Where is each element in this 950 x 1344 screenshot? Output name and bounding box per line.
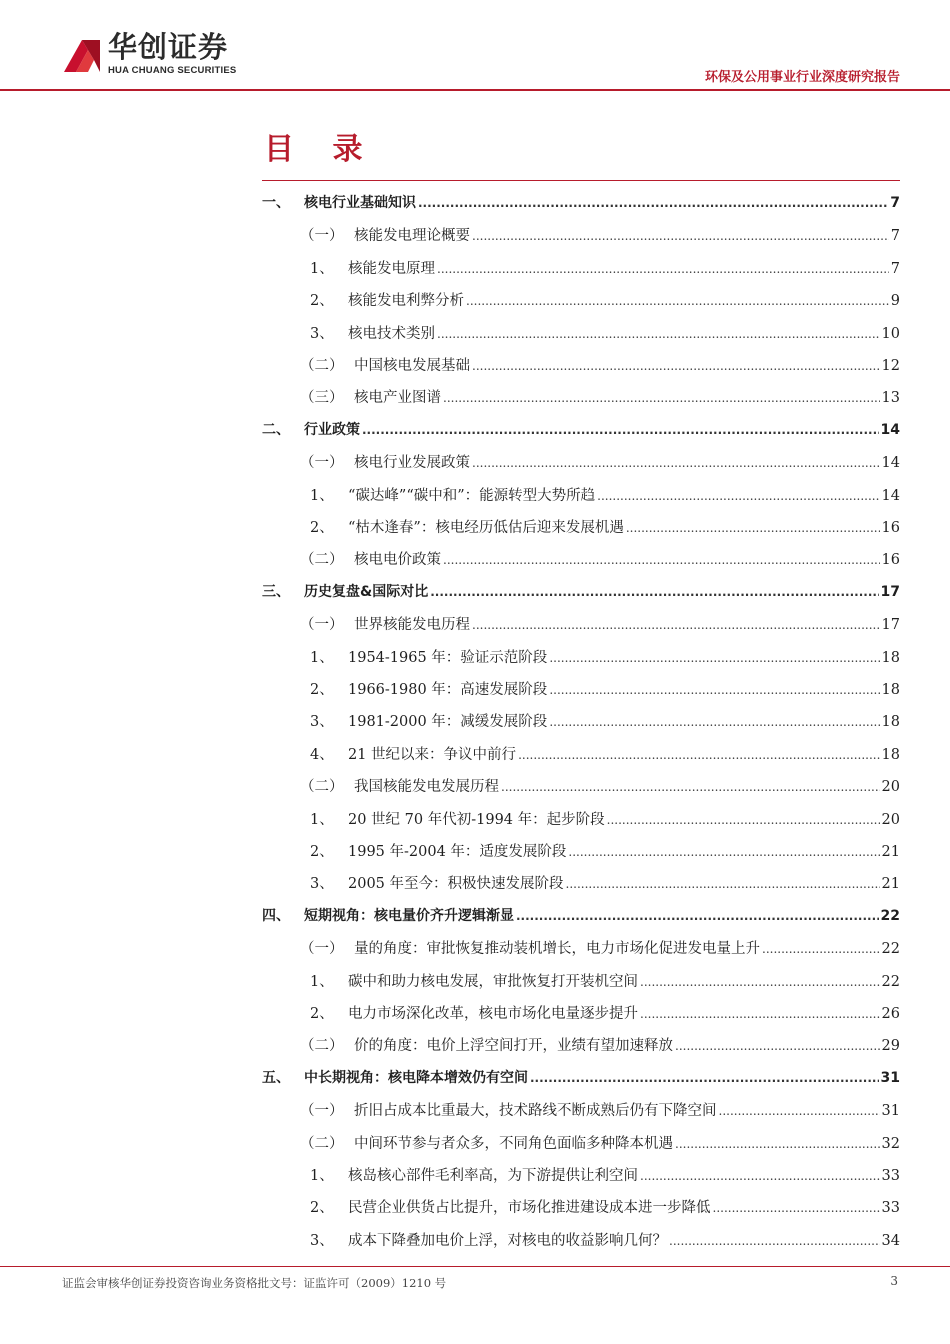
toc-entry[interactable] <box>310 646 900 670</box>
toc-entry-page: 16 <box>881 552 900 569</box>
toc-entry-number: 2、 <box>310 682 334 698</box>
toc-entry-label: 碳中和助力核电发展，审批恢复打开装机空间 <box>348 973 638 990</box>
toc-entry-number: 1、 <box>310 811 334 828</box>
toc-entry-number: 1、 <box>310 1168 334 1184</box>
toc-entry[interactable] <box>300 386 900 410</box>
toc-entry[interactable] <box>310 257 900 281</box>
toc-entry-page: 10 <box>881 325 900 342</box>
toc-dot-leader <box>640 1007 880 1021</box>
toc-entry-label: “枯木逢春”：核电经历低估后迎来发展机遇 <box>348 520 624 536</box>
toc-entry[interactable] <box>310 808 900 832</box>
toc-entry-page: 21 <box>881 844 900 860</box>
toc-entry-page: 18 <box>881 746 900 763</box>
toc-entry-label: “碳达峰”“碳中和”：能源转型大势所趋 <box>348 487 596 504</box>
toc-entry-label: 中间环节参与者众多，不同角色面临多种降本机遇 <box>354 1135 673 1152</box>
toc-entry-number: （二） <box>300 1135 344 1152</box>
toc-entry-page: 34 <box>881 1232 900 1249</box>
toc-dot-leader <box>640 975 880 989</box>
toc-entry[interactable] <box>310 322 900 346</box>
toc-entry-number: （一） <box>300 1103 344 1120</box>
toc-entry[interactable] <box>310 1196 900 1220</box>
toc-entry[interactable] <box>310 516 900 540</box>
toc-entry-number: 1、 <box>310 487 334 504</box>
toc-entry[interactable] <box>300 548 900 572</box>
toc-title: 目 录 <box>264 132 377 167</box>
toc-entry[interactable] <box>262 419 900 443</box>
toc-dot-leader <box>669 1234 880 1248</box>
toc-entry-number: 1、 <box>310 973 334 990</box>
toc-entry-page: 7 <box>890 195 900 211</box>
toc-entry[interactable] <box>310 970 900 994</box>
toc-entry[interactable] <box>300 775 900 799</box>
toc-entry-number: 一、 <box>262 195 290 211</box>
toc-dot-leader <box>472 229 889 243</box>
toc-entry[interactable] <box>310 710 900 734</box>
toc-entry-page: 26 <box>881 1006 900 1022</box>
toc-entry-number: （一） <box>300 228 344 245</box>
toc-entry-page: 16 <box>881 520 900 536</box>
toc-entry-label: 折旧占成本比重最大，技术路线不断成熟后仍有下降空间 <box>354 1103 717 1120</box>
toc-entry-page: 22 <box>881 973 900 990</box>
toc-entry-label: 核岛核心部件毛利率高，为下游提供让利空间 <box>348 1168 638 1184</box>
toc-entry-label: 短期视角：核电量价齐升逻辑渐显 <box>304 907 514 924</box>
toc-entry-page: 32 <box>881 1135 900 1152</box>
toc-dot-leader <box>362 423 879 437</box>
toc-entry-page: 33 <box>881 1200 900 1217</box>
toc-entry-page: 20 <box>881 811 900 828</box>
toc-entry-number: （一） <box>300 617 344 634</box>
toc-entry-label: 20 世纪 70 年代初-1994 年：起步阶段 <box>348 811 605 828</box>
toc-entry-label: 核能发电理论概要 <box>354 228 470 245</box>
toc-entry-number: （三） <box>300 390 344 407</box>
toc-entry[interactable] <box>262 905 900 929</box>
toc-dot-leader <box>597 489 879 503</box>
toc-dot-leader <box>719 1104 880 1118</box>
toc-entry[interactable] <box>300 1099 900 1123</box>
toc-entry-label: 中国核电发展基础 <box>354 358 470 374</box>
toc-entry[interactable] <box>300 354 900 378</box>
toc-dot-leader <box>549 651 879 665</box>
toc-entry-number: 3、 <box>310 325 334 342</box>
toc-entry-label: 民营企业供货占比提升，市场化推进建设成本进一步降低 <box>348 1200 711 1217</box>
toc-entry[interactable] <box>310 1229 900 1253</box>
toc-entry-number: （一） <box>300 941 344 958</box>
toc-entry-label: 我国核能发电发展历程 <box>354 779 499 796</box>
toc-entry-page: 17 <box>880 583 900 600</box>
toc-entry-number: 五、 <box>262 1069 290 1086</box>
toc-entry-number: 3、 <box>310 714 334 731</box>
toc-entry-number: 1、 <box>310 260 334 277</box>
toc-entry-label: 核电技术类别 <box>348 325 435 342</box>
toc-entry-page: 21 <box>881 876 900 893</box>
toc-entry[interactable] <box>300 1034 900 1058</box>
toc-dot-leader <box>501 780 880 794</box>
toc-entry-number: 2、 <box>310 520 334 536</box>
toc-entry[interactable] <box>262 581 900 605</box>
toc-entry-label: 核电产业图谱 <box>354 390 441 407</box>
toc-entry-label: 1995 年-2004 年：适度发展阶段 <box>348 844 567 860</box>
toc-entry-label: 2005 年至今：积极快速发展阶段 <box>348 876 564 893</box>
toc-dot-leader <box>566 877 880 891</box>
brand-name-en: HUA CHUANG SECURITIES <box>108 65 237 76</box>
toc-dot-leader <box>530 1071 879 1085</box>
toc-dot-leader <box>549 715 879 729</box>
toc-entry[interactable] <box>310 1164 900 1188</box>
toc-dot-leader <box>443 553 880 567</box>
toc-entry[interactable] <box>300 613 900 637</box>
toc-entry-label: 历史复盘&国际对比 <box>304 583 429 600</box>
toc-dot-leader <box>675 1137 880 1151</box>
toc-entry-number: 3、 <box>310 876 334 893</box>
brand-name-cn: 华创证券 <box>108 30 229 64</box>
toc-entry[interactable] <box>310 743 900 767</box>
toc-entry-label: 核能发电原理 <box>348 260 435 277</box>
toc-entry-number: （一） <box>300 455 344 472</box>
toc-entry-label: 核电行业基础知识 <box>304 195 416 211</box>
toc-entry-number: 二、 <box>262 421 290 438</box>
footer-divider <box>0 1266 950 1267</box>
page-number: 3 <box>890 1274 898 1288</box>
toc-entry[interactable] <box>262 192 900 216</box>
toc-dot-leader <box>430 585 878 599</box>
toc-entry-page: 22 <box>880 907 900 924</box>
toc-entry[interactable] <box>310 678 900 702</box>
toc-dot-leader <box>443 391 880 405</box>
toc-entry-page: 14 <box>881 455 900 472</box>
toc-entry[interactable] <box>310 840 900 864</box>
toc-entry-label: 核能发电利弊分析 <box>348 293 464 310</box>
toc-entry-page: 18 <box>881 714 900 731</box>
toc-dot-leader <box>549 683 879 697</box>
toc-entry[interactable] <box>300 451 900 475</box>
toc-dot-leader <box>418 196 888 210</box>
toc-dot-leader <box>472 456 880 470</box>
toc-entry-page: 31 <box>880 1069 900 1086</box>
toc-entry-label: 世界核能发电历程 <box>354 617 470 634</box>
toc-entry-page: 9 <box>890 293 900 310</box>
toc-entry-number: （二） <box>300 358 344 374</box>
toc-entry-page: 33 <box>881 1168 900 1184</box>
toc-entry[interactable] <box>310 289 900 313</box>
toc-entry-label: 1981-2000 年：减缓发展阶段 <box>348 714 548 731</box>
toc-dot-leader <box>437 262 889 276</box>
toc-entry[interactable] <box>310 872 900 896</box>
hua-chuang-logo-icon <box>62 34 102 74</box>
page-header <box>0 0 950 92</box>
toc-dot-leader <box>713 1201 880 1215</box>
header-divider <box>0 89 950 91</box>
toc-entry-number: 2、 <box>310 844 334 860</box>
toc-entry-label: 21 世纪以来：争议中前行 <box>348 746 517 763</box>
toc-entry-label: 核电电价政策 <box>354 552 441 569</box>
toc-entry-label: 价的角度：电价上浮空间打开，业绩有望加速释放 <box>354 1038 673 1055</box>
toc-entry-number: 1、 <box>310 649 334 666</box>
toc-entry-number: 4、 <box>310 746 334 763</box>
toc-entry-page: 22 <box>881 941 900 958</box>
toc-entry-page: 18 <box>881 649 900 666</box>
toc-entry-page: 29 <box>881 1038 900 1055</box>
toc-entry-label: 1966-1980 年：高速发展阶段 <box>348 682 548 698</box>
toc-entry-number: （二） <box>300 779 344 796</box>
toc-dot-leader <box>762 942 880 956</box>
toc-entry-label: 量的角度：审批恢复推动装机增长，电力市场化促进发电量上升 <box>354 941 760 958</box>
toc-dot-leader <box>437 327 880 341</box>
toc-entry-page: 14 <box>880 421 900 438</box>
toc-entry-page: 13 <box>881 390 900 407</box>
toc-dot-leader <box>516 909 879 923</box>
toc-dot-leader <box>472 359 880 373</box>
toc-entry-label: 行业政策 <box>304 421 360 438</box>
toc-entry-label: 中长期视角：核电降本增效仍有空间 <box>304 1069 528 1086</box>
toc-entry-page: 17 <box>881 617 900 634</box>
toc-entry[interactable] <box>300 937 900 961</box>
toc-entry[interactable] <box>300 224 900 248</box>
report-type: 环保及公用事业行业深度研究报告 <box>704 70 900 85</box>
toc-dot-leader <box>607 813 880 827</box>
toc-entry-label: 核电行业发展政策 <box>354 455 470 472</box>
toc-dot-leader <box>626 521 880 535</box>
toc-title-divider <box>262 180 900 181</box>
toc-entry[interactable] <box>310 484 900 508</box>
toc-entry[interactable] <box>300 1132 900 1156</box>
toc-entry-page: 31 <box>881 1103 900 1120</box>
toc-entry-label: 成本下降叠加电价上浮，对核电的收益影响几何？ <box>348 1232 667 1249</box>
toc-entry-number: 2、 <box>310 1006 334 1022</box>
toc-entry-label: 电力市场深化改革，核电市场化电量逐步提升 <box>348 1006 638 1022</box>
toc-entry[interactable] <box>262 1067 900 1091</box>
toc-dot-leader <box>675 1039 880 1053</box>
toc-dot-leader <box>568 845 879 859</box>
toc-dot-leader <box>518 748 879 762</box>
toc-dot-leader <box>640 1169 880 1183</box>
toc-entry-page: 14 <box>881 487 900 504</box>
toc-entry-number: （二） <box>300 552 344 569</box>
toc-entry-page: 7 <box>890 260 900 277</box>
toc-entry-number: 2、 <box>310 293 334 310</box>
toc-entry-page: 7 <box>890 228 900 245</box>
toc-entry-page: 18 <box>881 682 900 698</box>
toc-entry-number: 2、 <box>310 1200 334 1217</box>
toc-dot-leader <box>466 294 889 308</box>
toc-entry-page: 12 <box>881 358 900 374</box>
toc-entry[interactable] <box>310 1002 900 1026</box>
toc-entry-number: 三、 <box>262 583 290 600</box>
toc-entry-number: （二） <box>300 1038 344 1055</box>
toc-entry-number: 3、 <box>310 1232 334 1249</box>
toc-dot-leader <box>472 618 880 632</box>
toc-entry-number: 四、 <box>262 907 290 924</box>
toc-entry-page: 20 <box>881 779 900 796</box>
toc-entry-label: 1954-1965 年：验证示范阶段 <box>348 649 548 666</box>
footer-license-text: 证监会审核华创证券投资咨询业务资格批文号：证监许可（2009）1210 号 <box>62 1276 447 1290</box>
